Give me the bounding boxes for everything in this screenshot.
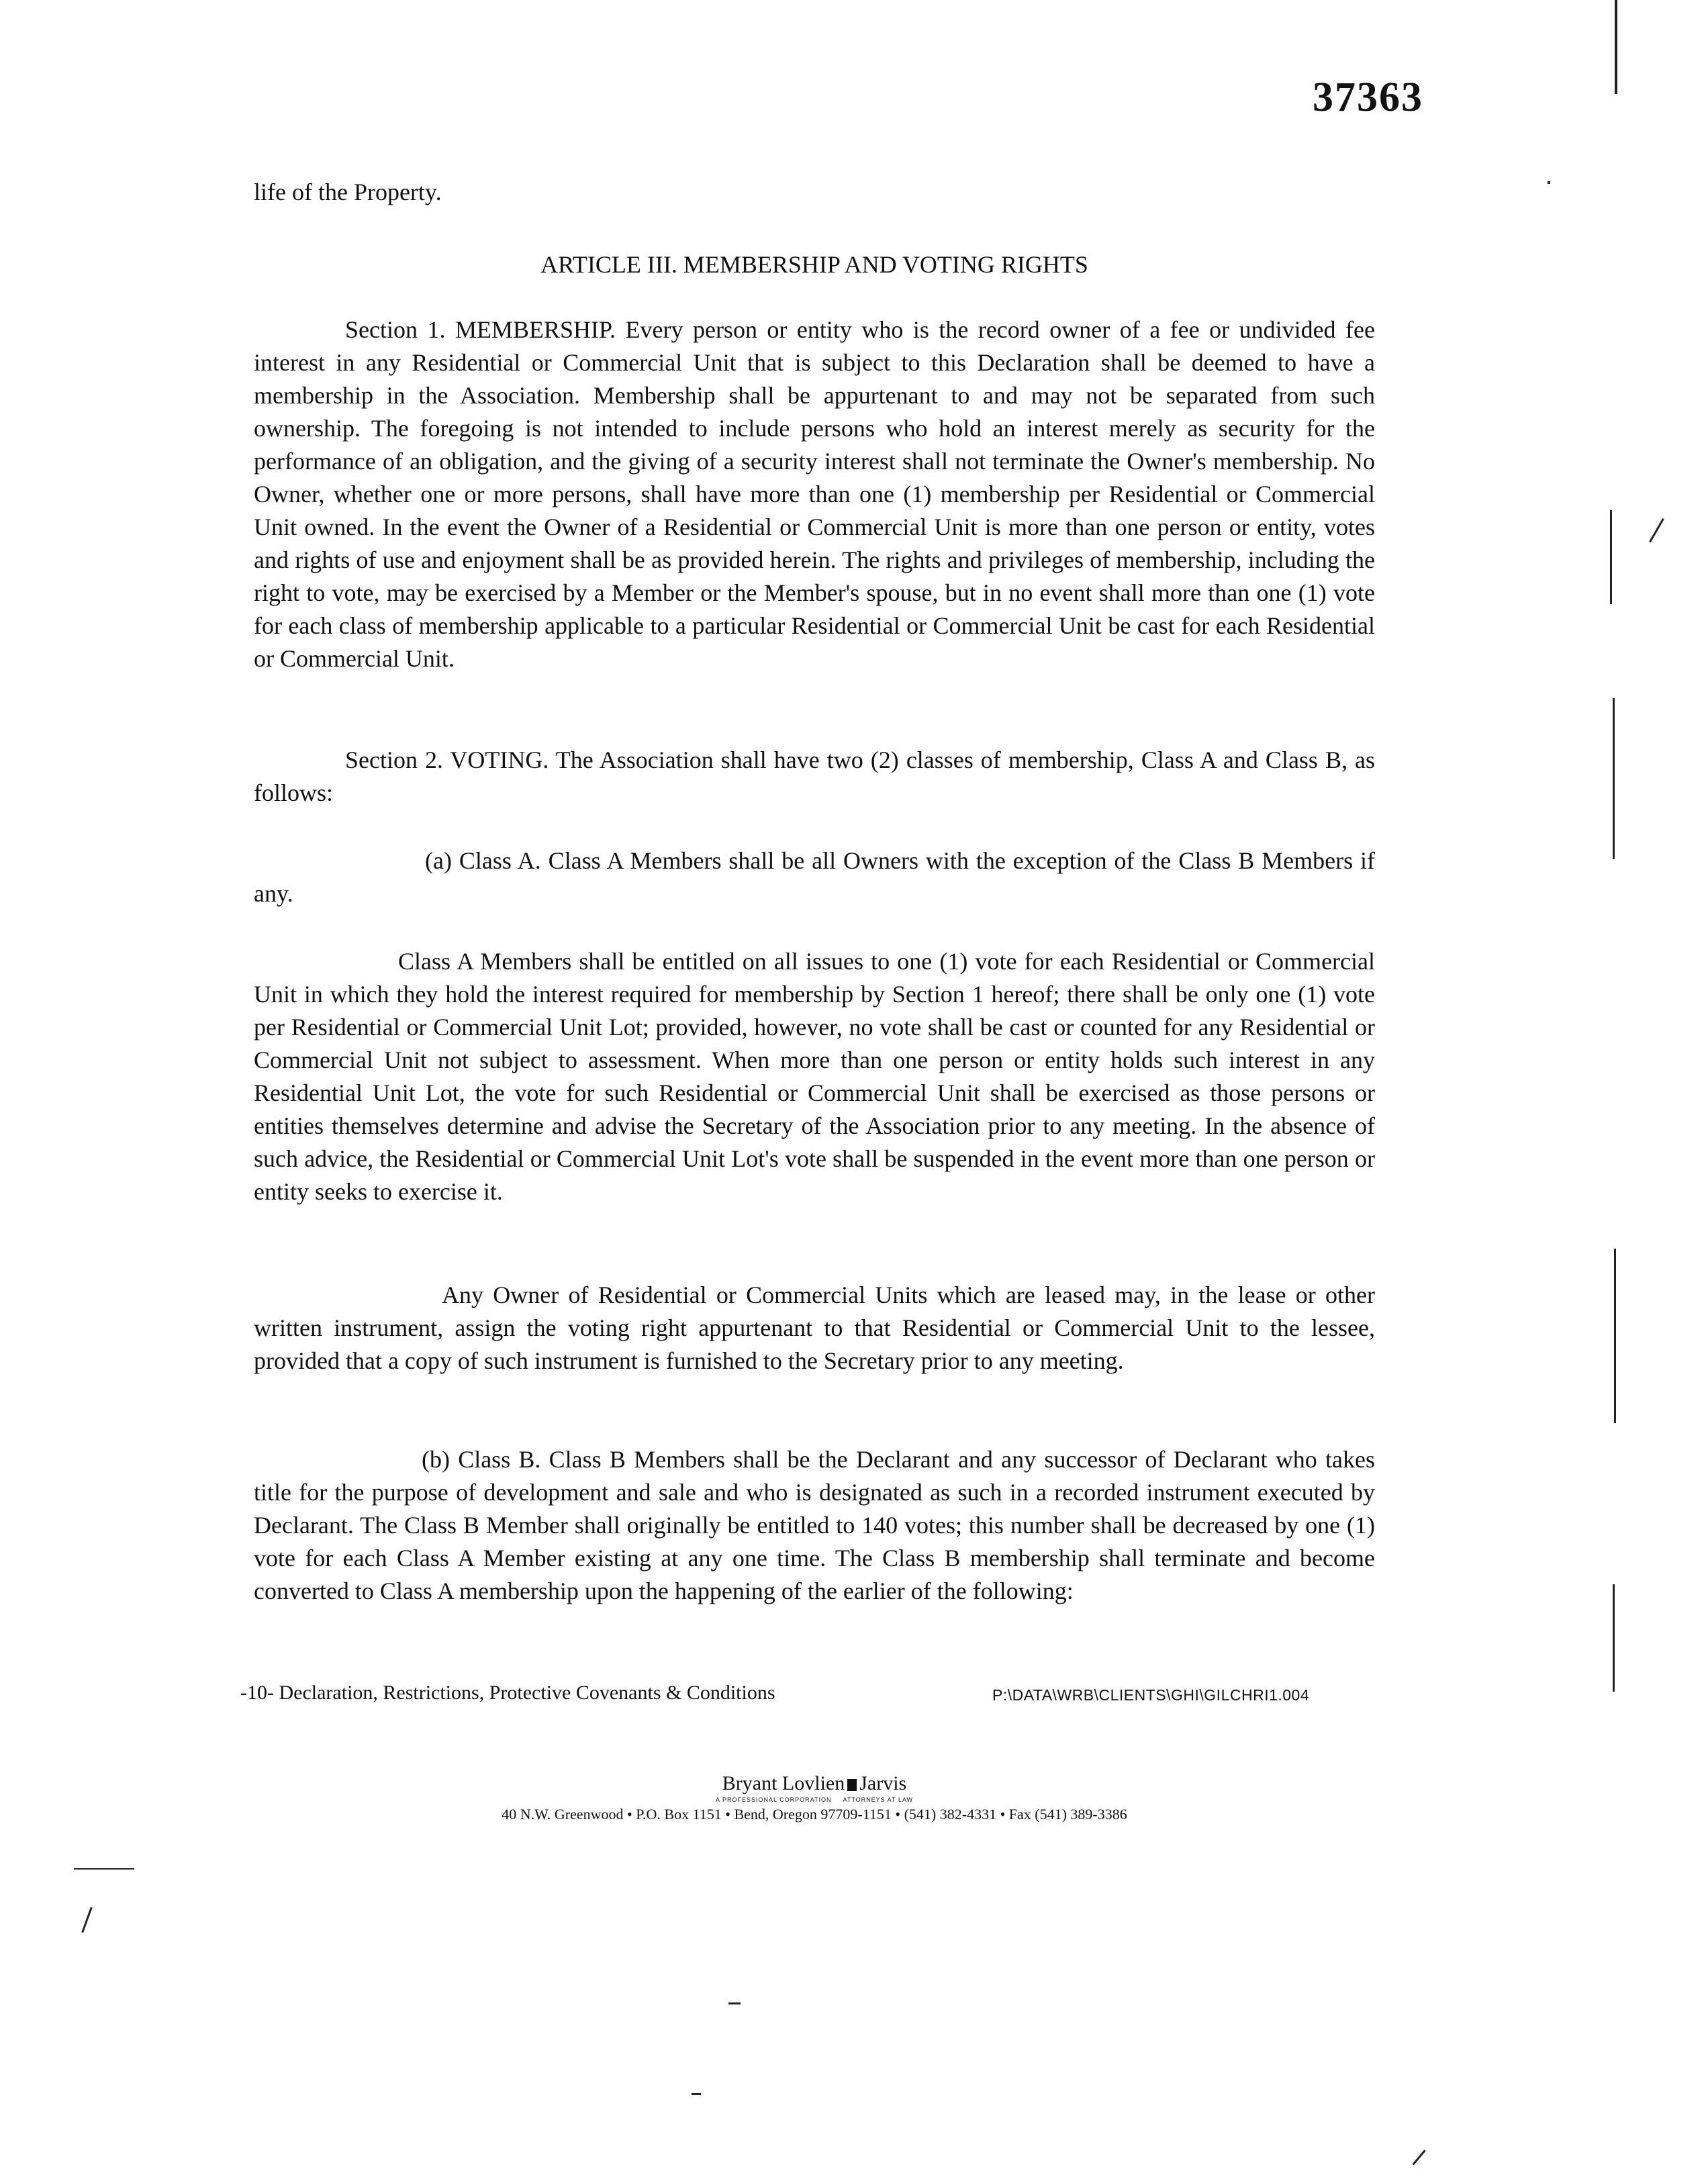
firm-name-part-2: Jarvis [859,1772,907,1794]
scan-edge-mark [1614,1249,1616,1423]
firm-name [254,1772,1375,1795]
scan-speck [1548,181,1550,184]
scan-dash-mark [74,1868,134,1870]
firm-subtitle [254,1795,1375,1804]
firm-separator-square-icon [847,1779,857,1791]
scan-edge-mark [1613,1584,1615,1692]
scan-margin-mark [1412,2149,1425,2165]
class-b-paragraph: (b) Class B. Class B Members shall be the Declarant and any successor of Declarant who takes title for the purpose of development and sale and who is designated as such in a recorded instrument executed by Declarant. The Class B Member shall originally be entitled to 140 votes; this number shall be decreased by one (1) vote for each Class A Member existing at any one time. The Class B membership shall terminate and become converted to Class A membership upon the happening of the earlier of the following: [254,1446,1375,1604]
firm-subtitle-right: ATTORNEYS AT LAW [843,1796,914,1803]
section-1-paragraph: Section 1. MEMBERSHIP. Every person or entity who is the record owner of a fee or undivided fee interest in any Residential or Commercial Unit that is subject to this Declaration shall be deemed to have a membership in the Association. Membership shall be appurtenant to and may not be separated from such ownership. The foregoing is not intended to include persons who hold an interest merely as security for the performance of an obligation, and the giving of a security interest shall not terminate the Owner's membership. No Owner, whether one or more persons, shall have more than one (1) membership per Residential or Commercial Unit owned. In the event the Owner of a Residential or Commercial Unit is more than one person or entity, votes and rights of use and enjoyment shall be as provided herein. The rights and privileges of membership, including the right to vote, may be exercised by a Member or the Member's spouse, but in no event shall more than one (1) vote for each class of membership applicable to a particular Residential or Commercial Unit be cast for each Residential or Commercial Unit. [254,316,1375,672]
scan-speck [692,2093,701,2095]
footer-page-title: -10- Declaration, Restrictions, Protective Covenants & Conditions [240,1682,775,1704]
scan-speck [728,2002,741,2004]
class-a-votes-paragraph: Class A Members shall be entitled on all issues to one (1) vote for each Residential or Commercial Unit in which they hold the interest required for membership by Section 1 hereof; there shall be only one (1) vote per Residential or Commercial Unit Lot; provided, however, no vote shall be cast or counted for any Residential or Commercial Unit not subject to assessment. When more than one person or entity holds such interest in any Residential Unit Lot, the vote for such Residential or Commercial Unit shall be exercised as those persons or entities themselves determine and advise the Secretary of the Association prior to any meeting. In the absence of such advice, the Residential or Commercial Unit Lot's vote shall be suspended in the event more than one person or entity seeks to exercise it. [254,948,1375,1205]
document-number: 37363 [1313,75,1423,120]
scan-edge-mark [1615,0,1617,94]
firm-address: 40 N.W. Greenwood • P.O. Box 1151 • Bend, Oregon 97709-1151 • (541) 382-4331 • Fax (541) 389-3386 [502,1806,1127,1823]
law-firm-letterhead [254,1772,1375,1825]
carryover-text: life of the Property. [254,179,442,205]
article-heading: ARTICLE III. MEMBERSHIP AND VOTING RIGHTS [540,251,1088,278]
scan-edge-mark [1613,698,1615,859]
footer-file-path: P:\DATA\WRB\CLIENTS\GHI\GILCHRI1.004 [992,1686,1310,1704]
firm-subtitle-left: A PROFESSIONAL CORPORATION [715,1796,832,1803]
firm-name-part-1: Bryant Lovlien [722,1772,845,1794]
leased-units-paragraph: Any Owner of Residential or Commercial Units which are leased may, in the lease or other written instrument, assign the voting right appurtenant to that Residential or Commercial Unit to the lessee, provided that a copy of such instrument is furnished to the Secretary prior to any meeting. [254,1281,1375,1374]
class-a-paragraph: (a) Class A. Class A Members shall be all Owners with the exception of the Class B Members if any. [254,847,1375,907]
section-2-paragraph: Section 2. VOTING. The Association shall have two (2) classes of membership, Class A and Class B, as follows: [254,746,1375,806]
scan-edge-mark [1610,510,1612,604]
scan-margin-mark [1649,518,1664,542]
scan-margin-mark [81,1907,92,1933]
